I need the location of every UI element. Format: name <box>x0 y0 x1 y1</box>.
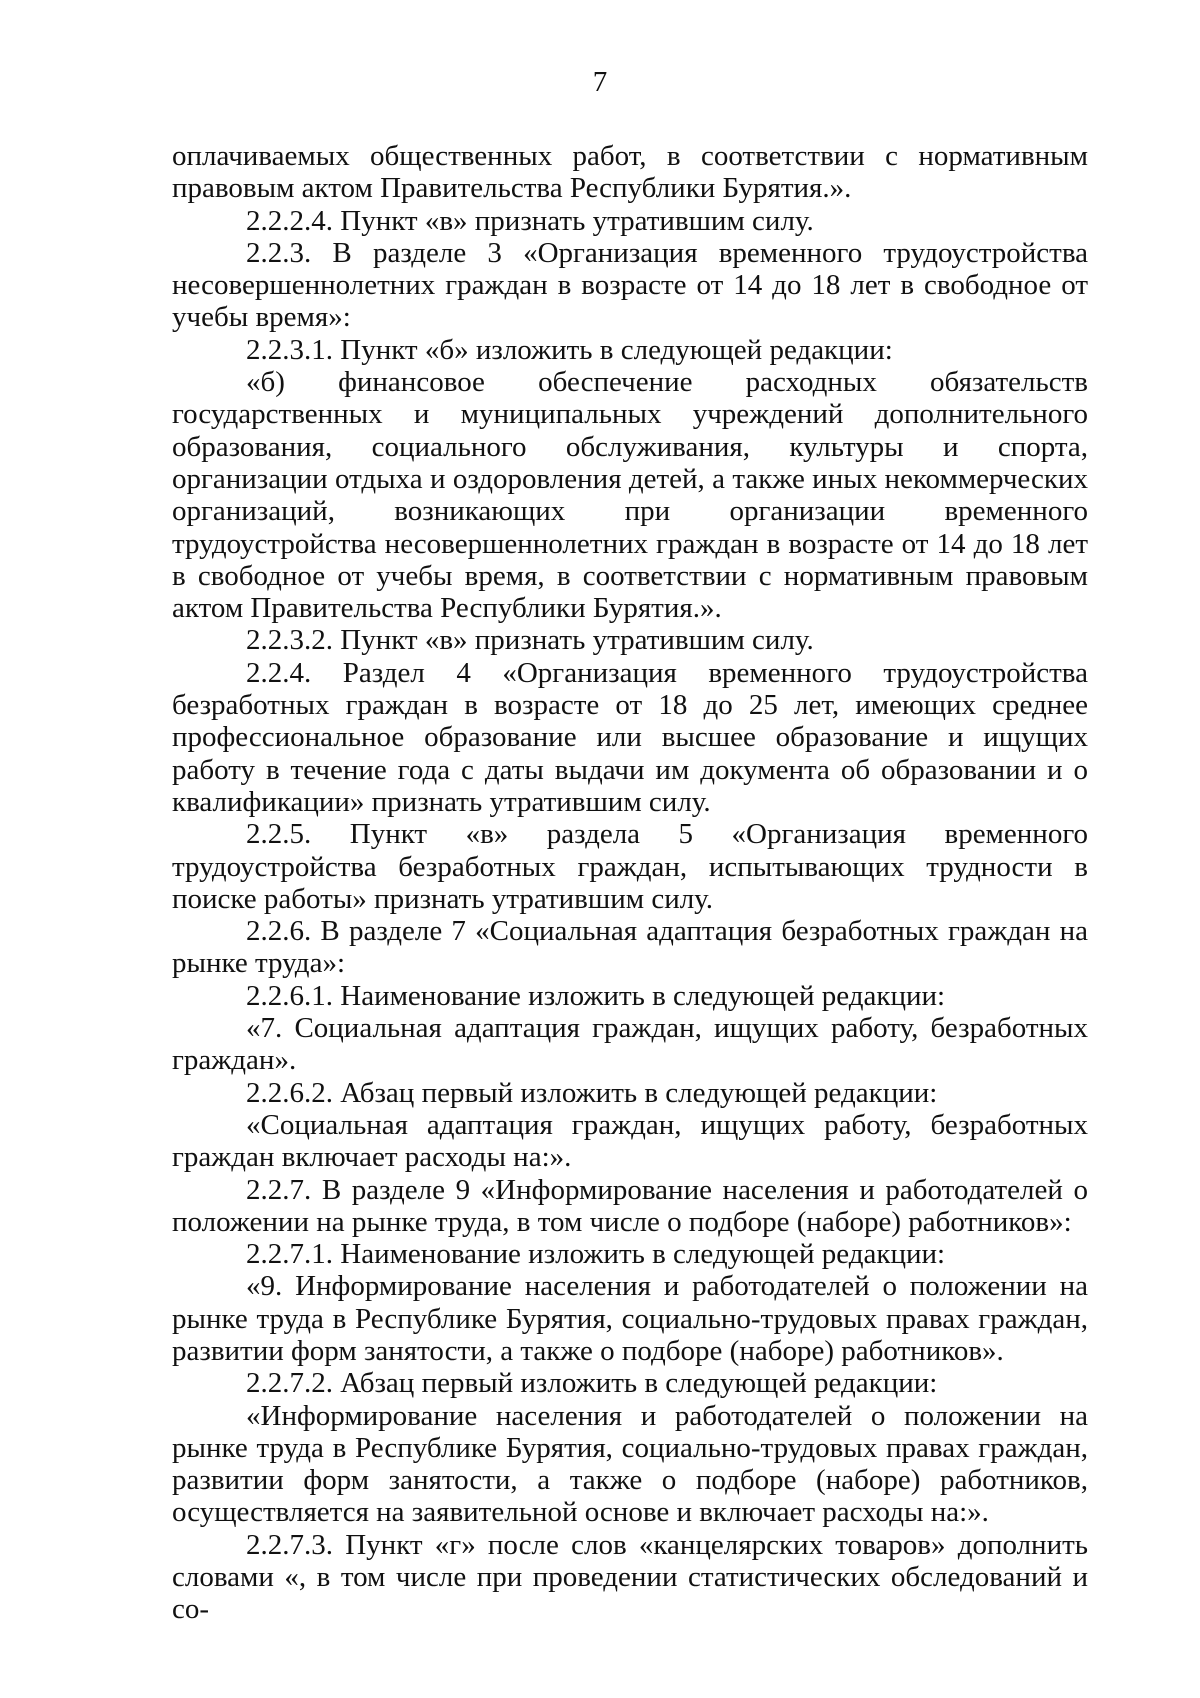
paragraph: оплачиваемых общественных работ, в соответствии с нормативным правовым актом Правительства Республики Бурятия.». <box>172 140 1088 205</box>
paragraph: 2.2.6. В разделе 7 «Социальная адаптация безработных граждан на рынке труда»: <box>172 915 1088 980</box>
paragraph: «7. Социальная адаптация граждан, ищущих работу, безработных граждан». <box>172 1012 1088 1077</box>
paragraph: «Информирование населения и работодателей о положении на рынке труда в Республике Бурятия, социально-трудовых правах граждан, развитии форм занятости, а также о подборе (наборе) работников, осуществляется на заявительной основе и включает расходы на:». <box>172 1399 1088 1529</box>
document-body <box>172 140 1088 1626</box>
paragraph: 2.2.3. В разделе 3 «Организация временного трудоустройства несовершеннолетних граждан в возрасте от 14 до 18 лет в свободное от учебы время»: <box>172 236 1088 334</box>
paragraph: «б) финансовое обеспечение расходных обязательств государственных и муниципальных учреждений дополнительного образования, социального обслуживания, культуры и спорта, организации отдыха и оздоровления детей, а также иных некоммерческих организаций, возникающих при организации временного трудоустройства несовершеннолетних граждан в возрасте от 14 до 18 лет в свободное от учебы время, в соответствии с нормативным правовым актом Правительства Республики Бурятия.». <box>172 366 1088 625</box>
paragraph: 2.2.5. Пункт «в» раздела 5 «Организация временного трудоустройства безработных граждан, испытывающих трудности в поиске работы» признать утратившим силу. <box>172 818 1088 915</box>
paragraph: 2.2.2.4. Пункт «в» признать утратившим силу. <box>246 204 814 237</box>
paragraph: 2.2.3.2. Пункт «в» признать утратившим силу. <box>246 624 814 657</box>
paragraph: «Социальная адаптация граждан, ищущих работу, безработных граждан включает расходы на:». <box>172 1108 1088 1174</box>
page-number: 7 <box>592 66 608 98</box>
paragraph: «9. Информирование населения и работодателей о положении на рынке труда в Республике Бурятия, социально-трудовых правах граждан, развитии форм занятости, а также о подборе (наборе) работников». <box>172 1270 1088 1367</box>
paragraph: 2.2.7.1. Наименование изложить в следующей редакции: <box>246 1238 946 1271</box>
paragraph: 2.2.3.1. Пункт «б» изложить в следующей редакции: <box>246 333 893 366</box>
paragraph: 2.2.4. Раздел 4 «Организация временного трудоустройства безработных граждан в возрасте от 18 до 25 лет, имеющих среднее профессиональное образование или высшее образование и ищущих работу в течение года с даты выдачи им документа об образовании и о квалификации» признать утратившим силу. <box>172 656 1088 818</box>
paragraph: 2.2.7.3. Пункт «г» после слов «канцелярских товаров» дополнить словами «, в том числе при проведении статистических обследований и со- <box>172 1528 1088 1626</box>
paragraph: 2.2.6.1. Наименование изложить в следующей редакции: <box>246 979 946 1012</box>
paragraph: 2.2.7. В разделе 9 «Информирование населения и работодателей о положении на рынке труда, в том числе о подборе (наборе) работников»: <box>172 1173 1088 1238</box>
paragraph: 2.2.6.2. Абзац первый изложить в следующей редакции: <box>246 1076 938 1109</box>
paragraph: 2.2.7.2. Абзац первый изложить в следующей редакции: <box>246 1367 938 1400</box>
